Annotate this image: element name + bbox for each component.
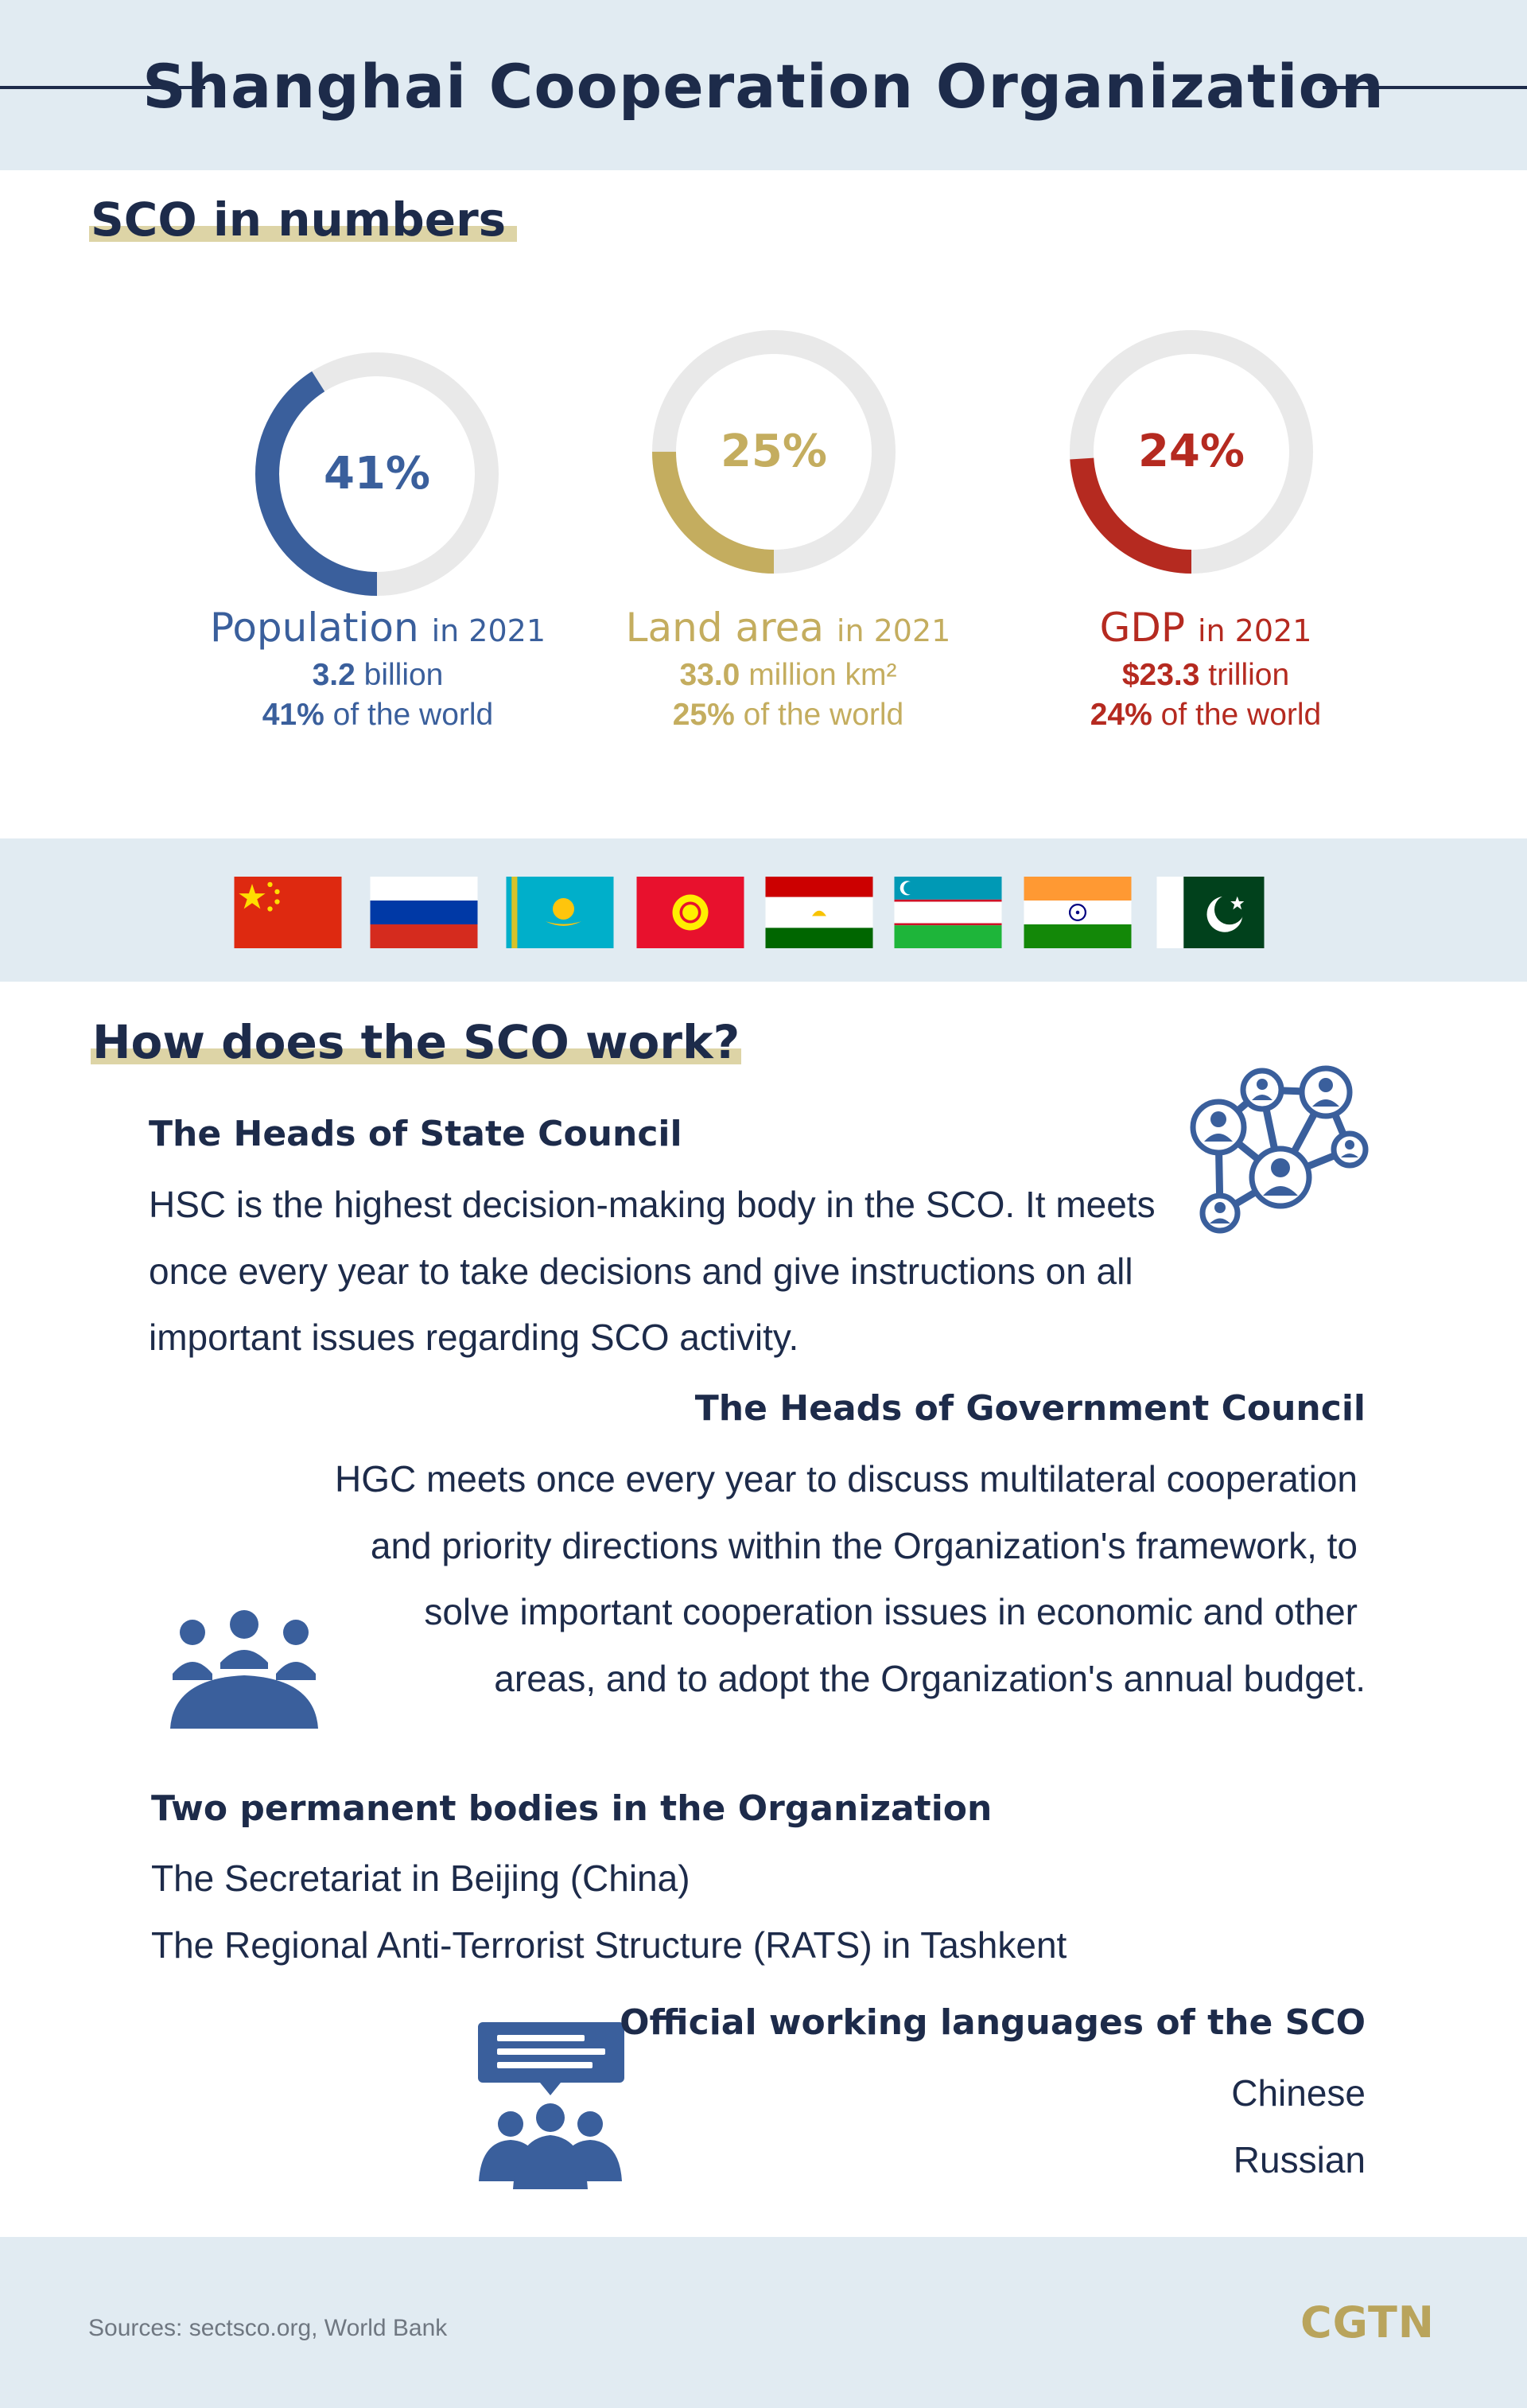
- stat-share-text: of the world: [324, 698, 494, 732]
- hgc-line: HGC meets once every year to discuss multilateral cooperation: [334, 1458, 1358, 1500]
- stat-share: 41%: [262, 698, 324, 732]
- stat-share: 24%: [1090, 698, 1152, 732]
- hgc-title: The Heads of Government Council: [694, 1388, 1366, 1429]
- kazakhstan-flag-icon: [504, 877, 616, 948]
- stat-value: $23.3: [1121, 658, 1200, 692]
- tajikistan-flag-icon: [764, 877, 875, 948]
- bodies-title: Two permanent bodies in the Organization: [151, 1788, 993, 1829]
- work-heading: How does the SCO work?: [92, 1015, 740, 1069]
- meeting-table-icon: [169, 1605, 320, 1729]
- bodies-line: The Secretariat in Beijing (China): [151, 1858, 690, 1899]
- hgc-line: areas, and to adopt the Organization's annual budget.: [494, 1657, 1366, 1699]
- sources-text: Sources: sectsco.org, World Bank: [88, 2315, 448, 2341]
- uzbekistan-flag-icon: [892, 877, 1004, 948]
- cgtn-logo: CGTN: [1300, 2297, 1435, 2348]
- gdp-stat: [1015, 605, 1397, 735]
- pakistan-flag-icon: [1155, 877, 1266, 948]
- stat-year: in 2021: [1197, 613, 1312, 648]
- language-item: Chinese: [1231, 2072, 1366, 2114]
- page-title: Shanghai Cooperation Organization: [142, 51, 1385, 122]
- languages-title: Official working languages of the SCO: [620, 2002, 1366, 2043]
- stat-unit: billion: [355, 658, 444, 692]
- stat-year: in 2021: [836, 613, 951, 648]
- population-stat: [187, 605, 569, 735]
- stat-label: Land area: [625, 605, 824, 651]
- stat-share: 25%: [672, 698, 735, 732]
- hsc-line: HSC is the highest decision-making body in the SCO. It meets: [149, 1184, 1156, 1225]
- numbers-heading: SCO in numbers: [91, 193, 506, 247]
- bodies-line: The Regional Anti-Terrorist Structure (RATS) in Tashkent: [151, 1924, 1067, 1966]
- header-band: [0, 0, 1527, 170]
- population-percent: 41%: [323, 448, 431, 500]
- land-percent: 25%: [720, 426, 828, 477]
- discussion-board-icon: [475, 2022, 626, 2189]
- russia-flag-icon: [368, 877, 480, 948]
- gdp-donut: [1064, 325, 1319, 579]
- stat-share-text: of the world: [1152, 698, 1322, 732]
- stat-label: Population: [209, 605, 419, 651]
- india-flag-icon: [1022, 877, 1133, 948]
- stat-share-text: of the world: [734, 698, 904, 732]
- hsc-line: once every year to take decisions and give instructions on all: [149, 1250, 1133, 1292]
- hgc-text: [335, 1446, 1366, 1712]
- hsc-line: important issues regarding SCO activity.: [149, 1317, 799, 1358]
- stat-unit: trillion: [1199, 658, 1290, 692]
- stat-unit: million km²: [740, 658, 897, 692]
- language-item: Russian: [1233, 2138, 1366, 2180]
- gdp-percent: 24%: [1137, 426, 1245, 477]
- bodies-text: [151, 1846, 1067, 1978]
- stat-year: in 2021: [431, 613, 546, 648]
- china-flag-icon: [232, 877, 344, 948]
- stat-value: 33.0: [679, 658, 740, 692]
- hsc-text: [149, 1172, 1156, 1371]
- languages-text: [1231, 2060, 1366, 2193]
- hgc-line: solve important cooperation issues in economic and other: [424, 1591, 1358, 1632]
- stat-value: 3.2: [312, 658, 356, 692]
- stat-label: GDP: [1099, 605, 1186, 651]
- network-people-icon: [1187, 1062, 1370, 1241]
- land-donut: [647, 325, 901, 579]
- land-stat: [597, 605, 979, 735]
- hsc-title: The Heads of State Council: [149, 1114, 682, 1154]
- population-donut: [250, 347, 504, 601]
- kyrgyzstan-flag-icon: [635, 877, 746, 948]
- hgc-line: and priority directions within the Organization's framework, to: [370, 1524, 1358, 1566]
